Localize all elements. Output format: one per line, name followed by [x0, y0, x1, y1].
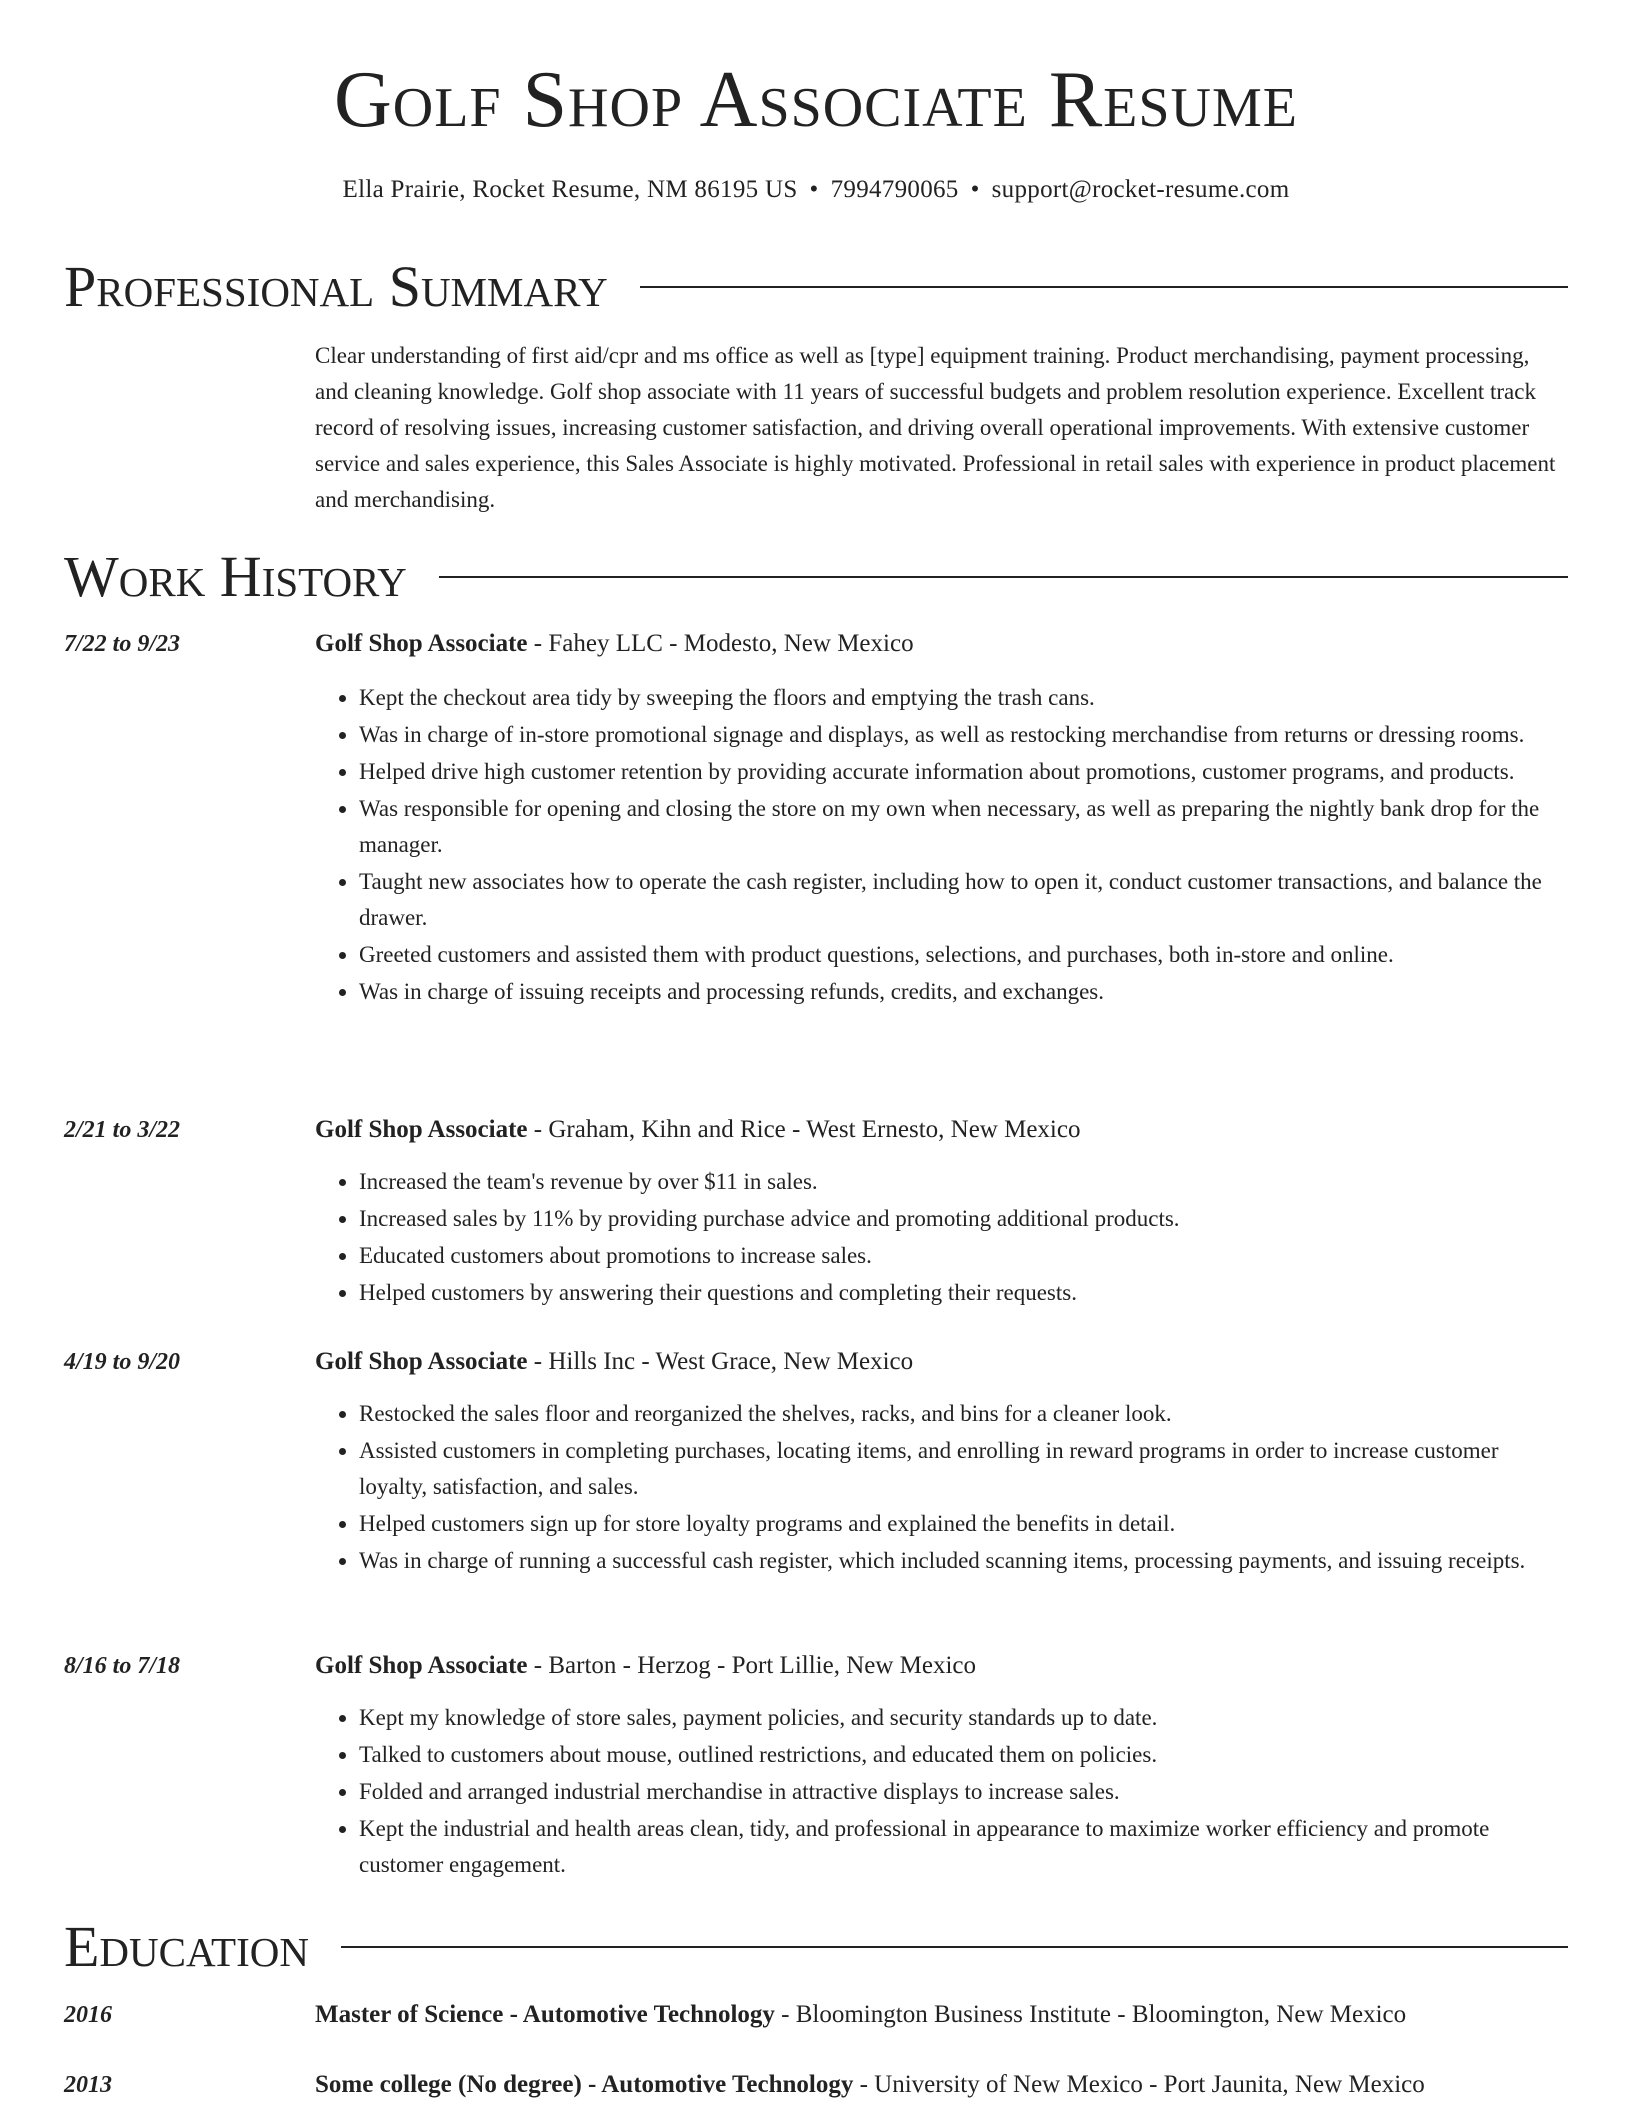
job-bullets	[315, 1396, 1568, 1580]
work-section-title: Work History	[64, 544, 407, 609]
contact-separator: •	[809, 176, 819, 203]
education-section-header	[64, 1914, 1568, 1979]
job-heading	[315, 626, 1568, 662]
job-heading	[315, 1648, 1568, 1684]
job-bullet: • Helped customers sign up for store loyalty programs and explained the benefits in detail.	[359, 1506, 1568, 1542]
job-bullets	[315, 1700, 1568, 1884]
job-bullet: • Was in charge of running a successful cash register, which included scanning items, processing payments, and issuing receipts.	[359, 1543, 1568, 1579]
education-heading	[315, 2067, 1568, 2103]
job-employer: - Fahey LLC - Modesto, New Mexico	[527, 630, 914, 657]
job-bullet: • Kept my knowledge of store sales, payment policies, and security standards up to date.	[359, 1700, 1568, 1736]
job-title: Golf Shop Associate	[315, 1348, 528, 1375]
summary-text: Clear understanding of first aid/cpr and ms office as well as [type] equipment training. Product merchandising, payment processing, and cleaning knowledge. Golf shop associate with 11 years of successful budgets and problem resolution experience. Excellent track record of resolving issues, increasing customer satisfaction, and driving overall operational improvements. With extensive customer service and sales experience, this Sales Associate is highly motivated. Professional in retail sales with experience in product placement and merchandising.	[315, 343, 1556, 512]
job-bullet: • Kept the checkout area tidy by sweeping the floors and emptying the trash cans.	[359, 680, 1568, 716]
job-bullet: • Kept the industrial and health areas clean, tidy, and professional in appearance to maximize worker efficiency and promote customer engagement.	[359, 1811, 1568, 1883]
job-heading	[315, 1112, 1568, 1148]
education-school: - University of New Mexico - Port Jaunita, New Mexico	[853, 2071, 1425, 2098]
job-bullet: • Talked to customers about mouse, outlined restrictions, and educated them on policies.	[359, 1737, 1568, 1773]
job-bullet: • Increased sales by 11% by providing purchase advice and promoting additional products.	[359, 1201, 1568, 1237]
contact-address: Ella Prairie, Rocket Resume, NM 86195 US	[342, 176, 798, 203]
job-bullet: • Was in charge of in-store promotional signage and displays, as well as restocking merchandise from returns or dressing rooms.	[359, 717, 1568, 753]
job-bullet: • Was responsible for opening and closing the store on my own when necessary, as well as preparing the nightly bank drop for the manager.	[359, 791, 1568, 863]
job-bullet: • Folded and arranged industrial merchandise in attractive displays to increase sales.	[359, 1774, 1568, 1810]
job-bullet: • Assisted customers in completing purchases, locating items, and enrolling in reward programs in order to increase customer loyalty, satisfaction, and sales.	[359, 1433, 1568, 1505]
education-year: 2013	[64, 2072, 112, 2098]
summary-section-title: Professional Summary	[64, 254, 608, 319]
contact-email: support@rocket-resume.com	[991, 176, 1290, 203]
job-dates: 2/21 to 3/22	[64, 1117, 181, 1143]
education-degree: Master of Science - Automotive Technology	[315, 2001, 775, 2028]
section-divider	[439, 576, 1568, 578]
job-dates: 4/19 to 9/20	[64, 1349, 181, 1375]
education-year: 2016	[64, 2002, 112, 2028]
summary-section-header	[64, 254, 1568, 319]
job-title: Golf Shop Associate	[315, 630, 528, 657]
job-title: Golf Shop Associate	[315, 1116, 528, 1143]
job-bullet: • Helped customers by answering their questions and completing their requests.	[359, 1275, 1568, 1311]
job-bullet: • Restocked the sales floor and reorganized the shelves, racks, and bins for a cleaner look.	[359, 1396, 1568, 1432]
education-heading	[315, 1997, 1568, 2033]
education-section-title: Education	[64, 1914, 309, 1979]
job-dates: 7/22 to 9/23	[64, 631, 181, 657]
section-divider	[341, 1946, 1568, 1948]
job-employer: - Hills Inc - West Grace, New Mexico	[527, 1348, 914, 1375]
contact-line	[0, 176, 1632, 204]
job-title: Golf Shop Associate	[315, 1652, 528, 1679]
job-bullets	[315, 1164, 1568, 1312]
job-employer: - Graham, Kihn and Rice - West Ernesto, New Mexico	[527, 1116, 1081, 1143]
job-employer: - Barton - Herzog - Port Lillie, New Mexico	[527, 1652, 977, 1679]
job-bullet: • Helped drive high customer retention by providing accurate information about promotions, customer programs, and products.	[359, 754, 1568, 790]
education-school: - Bloomington Business Institute - Bloomington, New Mexico	[774, 2001, 1407, 2028]
job-bullet: • Taught new associates how to operate the cash register, including how to open it, conduct customer transactions, and balance the drawer.	[359, 864, 1568, 936]
job-bullet: • Greeted customers and assisted them with product questions, selections, and purchases, both in-store and online.	[359, 937, 1568, 973]
contact-separator: •	[970, 176, 980, 203]
resume-title: Golf Shop Associate Resume	[334, 56, 1298, 144]
section-divider	[640, 286, 1568, 288]
job-heading	[315, 1344, 1568, 1380]
job-bullet: • Was in charge of issuing receipts and processing refunds, credits, and exchanges.	[359, 974, 1568, 1010]
education-degree: Some college (No degree) - Automotive Technology	[315, 2071, 854, 2098]
job-bullet: • Educated customers about promotions to increase sales.	[359, 1238, 1568, 1274]
job-bullet: • Increased the team's revenue by over $11 in sales.	[359, 1164, 1568, 1200]
work-section-header	[64, 544, 1568, 609]
contact-phone: 7994790065	[830, 176, 959, 203]
job-bullets	[315, 680, 1568, 1011]
job-dates: 8/16 to 7/18	[64, 1653, 181, 1679]
